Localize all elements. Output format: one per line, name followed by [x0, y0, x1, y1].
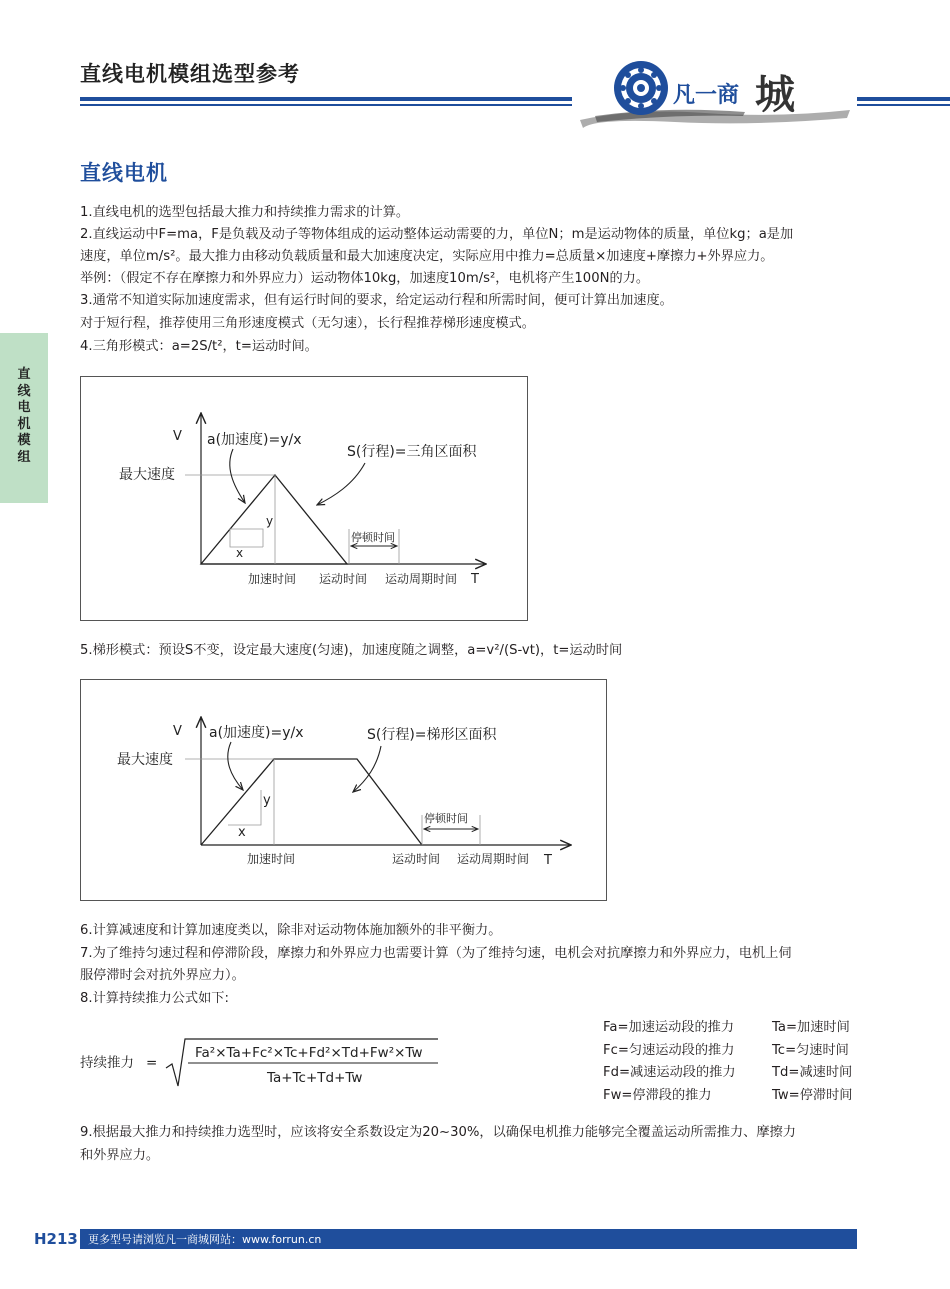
- legend-time-decel: Td=减速时间: [772, 1065, 853, 1080]
- area-label: S(行程)=三角区面积: [347, 444, 477, 460]
- side-tab: [0, 333, 48, 503]
- y-segment-label-2: y: [263, 793, 271, 808]
- paragraph-7-line-2: 服停滞时会对抗外界应力）。: [80, 968, 245, 983]
- force-legend: [603, 1017, 736, 1107]
- cycle-time-label-2: 运动周期时间: [457, 852, 530, 866]
- paragraph-5: 5.梯形模式：预设S不变，设定最大速度(匀速)，加速度随之调整，a=v²/(S-vt)，t=运动时间: [80, 643, 623, 658]
- legend-time-constant: Tc=匀速时间: [772, 1042, 849, 1058]
- footer-website-link[interactable]: 更多型号请浏览凡一商城网站：www.forrun.cn: [88, 1233, 322, 1246]
- formula-lhs: 持续推力: [80, 1055, 134, 1071]
- dwell-time-label-2: 停顿时间: [424, 812, 468, 825]
- area-label-2: S(行程)=梯形区面积: [367, 727, 497, 743]
- max-speed-label: 最大速度: [119, 467, 175, 483]
- max-speed-label-2: 最大速度: [117, 752, 173, 768]
- logo-text: 凡一商: [673, 83, 740, 108]
- side-tab-label: 直 线 电 机 模 组: [17, 367, 31, 465]
- formula-denominator: Ta+Tc+Td+Tw: [267, 1070, 363, 1086]
- t-axis-label: T: [471, 572, 479, 587]
- section-title: 直线电机: [80, 161, 168, 185]
- t-axis-label-2: T: [544, 853, 552, 868]
- formula-numerator: Fa²×Ta+Fc²×Tc+Fd²×Td+Fw²×Tw: [195, 1045, 423, 1061]
- paragraph-3-line-1: 3.通常不知道实际加速度需求，但有运行时间的要求，给定运动行程和所需时间，便可计算出加速度。: [80, 293, 673, 308]
- legend-force-accel: Fa=加速运动段的推力: [603, 1020, 735, 1035]
- paragraph-2-example: 举例：（假定不存在摩擦力和外界应力）运动物体10kg，加速度10m/s²，电机将产生100N的力。: [80, 271, 650, 286]
- formula-equals: =: [146, 1055, 158, 1071]
- triangle-profile-figure: [80, 376, 528, 621]
- legend-force-constant: Fc=匀速运动段的推力: [603, 1042, 735, 1058]
- header-rule-right: [857, 104, 950, 106]
- dwell-time-label: 停顿时间: [351, 531, 395, 544]
- trapezoid-profile-figure: [80, 679, 607, 901]
- paragraph-3-line-2: 对于短行程，推荐使用三角形速度模式（无匀速），长行程推荐梯形速度模式。: [80, 316, 535, 331]
- header-rule-left: [80, 104, 572, 106]
- time-legend: [772, 1017, 852, 1107]
- accel-formula-label: a(加速度)=y/x: [207, 432, 302, 448]
- logo-big-char: 城: [755, 72, 795, 118]
- page-header-title: 直线电机模组选型参考: [80, 62, 300, 86]
- header-bar-left: [80, 97, 572, 101]
- accel-time-label-2: 加速时间: [247, 852, 296, 866]
- move-time-label: 运动时间: [319, 572, 368, 586]
- v-axis-label: V: [173, 429, 182, 444]
- paragraph-9-line-1: 9.根据最大推力和持续推力选型时，应该将安全系数设定为20~30%，以确保电机推力能够完全覆盖运动所需推力、摩擦力: [80, 1125, 796, 1140]
- legend-time-accel: Ta=加速时间: [772, 1020, 850, 1035]
- paragraph-2-line-1: 2.直线运动中F=ma，F是负载及动子等物体组成的运动整体运动需要的力，单位N；m是运动物体的质量，单位kg；a是加: [80, 227, 794, 242]
- header-bar-right: [857, 97, 950, 101]
- paragraph-4: 4.三角形模式：a=2S/t²，t=运动时间。: [80, 339, 318, 354]
- legend-force-decel: Fd=减速运动段的推力: [603, 1065, 736, 1080]
- paragraph-9-line-2: 和外界应力。: [80, 1148, 160, 1163]
- paragraph-7-line-1: 7.为了维持匀速过程和停滞阶段，摩擦力和外界应力也需要计算（为了维持匀速，电机会对抗摩擦力和外界应力，电机上伺: [80, 946, 792, 961]
- legend-force-dwell: Fw=停滞段的推力: [603, 1087, 712, 1103]
- accel-formula-label-2: a(加速度)=y/x: [209, 725, 304, 741]
- paragraph-6: 6.计算减速度和计算加速度类以，除非对运动物体施加额外的非平衡力。: [80, 923, 502, 938]
- accel-time-label: 加速时间: [248, 572, 297, 586]
- y-segment-label: y: [266, 514, 274, 528]
- brand-logo: [575, 58, 855, 132]
- paragraph-8: 8.计算持续推力公式如下:: [80, 991, 229, 1006]
- x-segment-label-2: x: [238, 825, 246, 840]
- legend-time-dwell: Tw=停滞时间: [772, 1087, 853, 1103]
- v-axis-label-2: V: [173, 724, 182, 739]
- cycle-time-label: 运动周期时间: [385, 572, 458, 586]
- footer-bar: [80, 1229, 857, 1249]
- page-number: H213: [34, 1230, 78, 1248]
- x-segment-label: x: [236, 546, 244, 560]
- move-time-label-2: 运动时间: [392, 852, 441, 866]
- paragraph-2-line-2: 速度，单位m/s²。最大推力由移动负载质量和最大加速度决定，实际应用中推力=总质量×加速度+摩擦力+外界应力。: [80, 249, 774, 264]
- paragraph-1: 1.直线电机的选型包括最大推力和持续推力需求的计算。: [80, 205, 410, 220]
- continuous-thrust-formula: [80, 1030, 450, 1094]
